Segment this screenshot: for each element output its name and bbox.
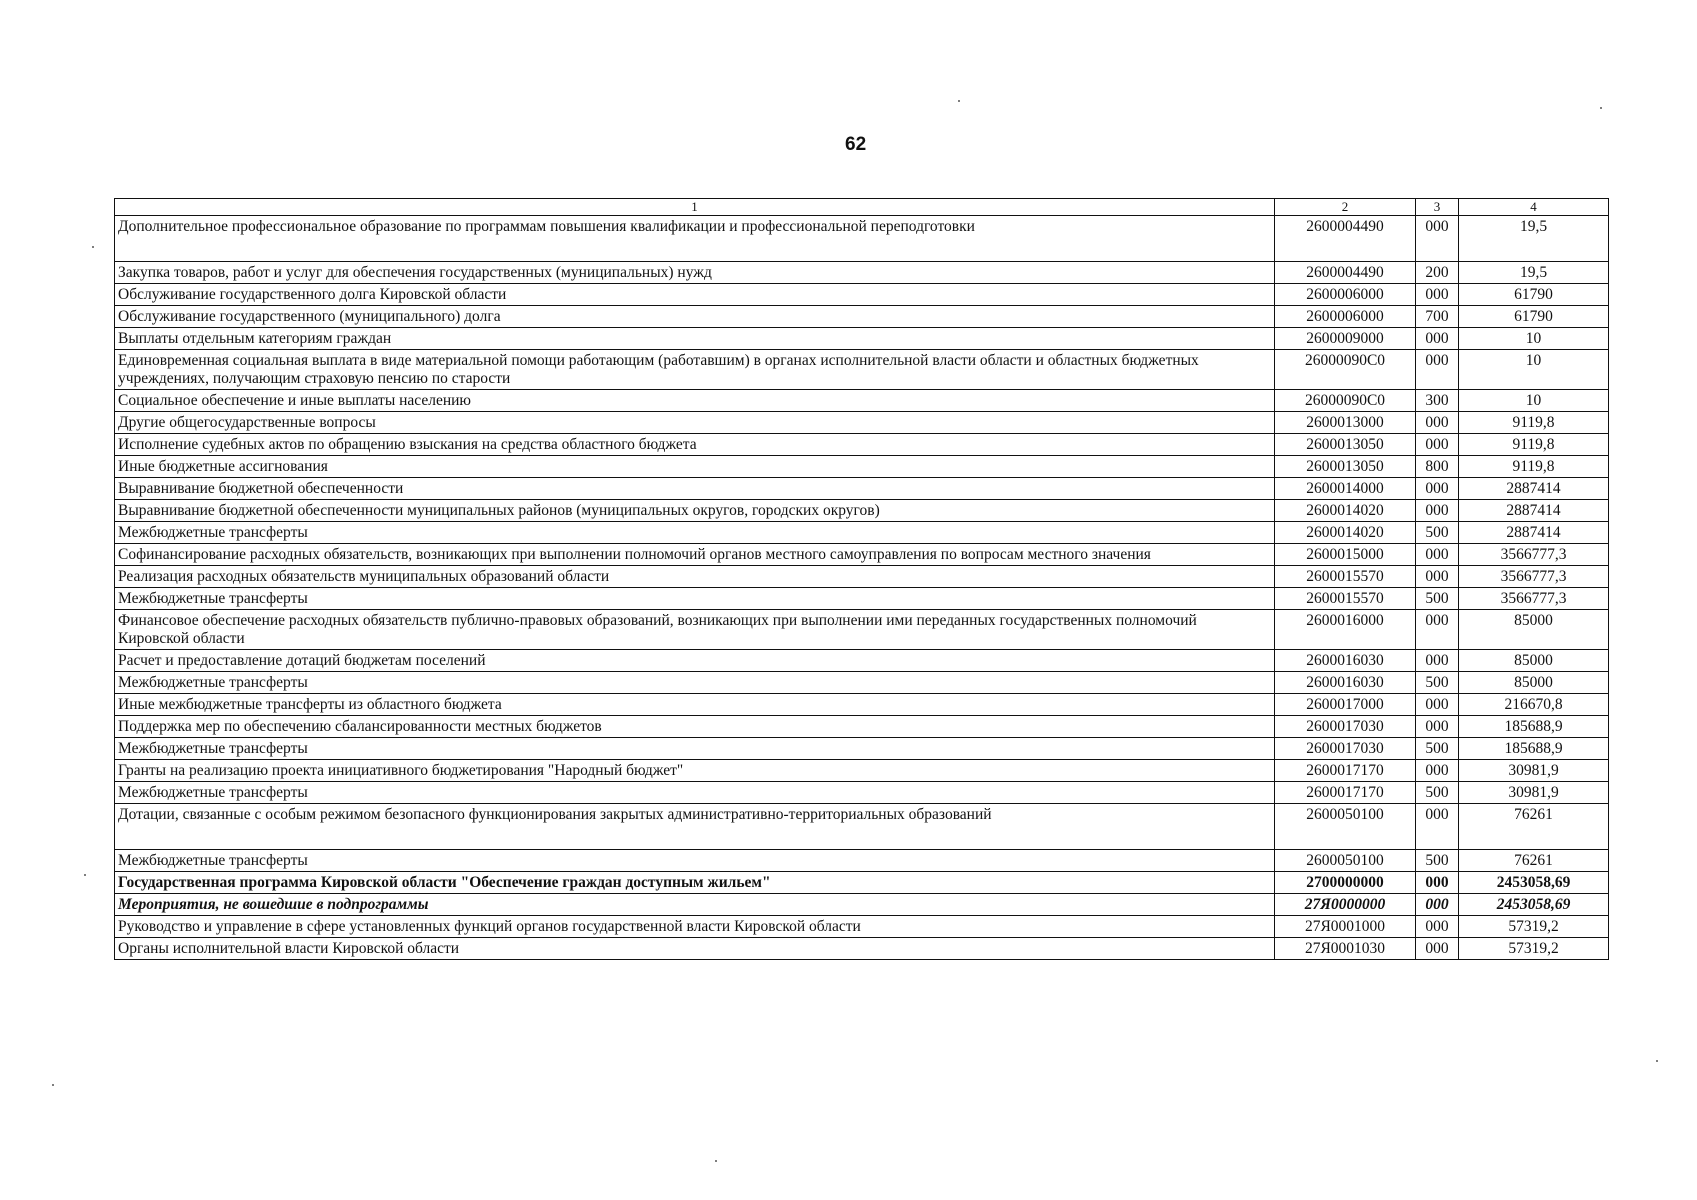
row-sum: 2887414 [1459,522,1609,544]
row-type: 500 [1416,522,1459,544]
table-row [115,694,1609,716]
row-code: 2600014020 [1275,500,1416,522]
header-col-2: 2 [1275,199,1416,216]
row-code: 2600017000 [1275,694,1416,716]
scan-speck [84,874,86,876]
row-sum: 61790 [1459,306,1609,328]
row-type: 500 [1416,672,1459,694]
row-sum: 9119,8 [1459,412,1609,434]
row-name: Расчет и предоставление дотаций бюджетам поселений [115,650,1275,672]
row-code: 26000090С0 [1275,350,1416,390]
row-code: 26000090С0 [1275,390,1416,412]
table-row [115,716,1609,738]
table-row [115,760,1609,782]
row-code: 2600050100 [1275,850,1416,872]
row-sum: 3566777,3 [1459,544,1609,566]
row-name: Софинансирование расходных обязательств, возникающих при выполнении полномочий органов местного самоуправления по вопросам местного значения [115,544,1275,566]
row-name: Обслуживание государственного (муниципального) долга [115,306,1275,328]
row-code: 27Я0000000 [1275,894,1416,916]
row-sum: 10 [1459,328,1609,350]
header-row [115,199,1609,216]
table-row [115,938,1609,960]
row-type: 200 [1416,262,1459,284]
row-type: 000 [1416,412,1459,434]
table-row [115,588,1609,610]
header-col-3: 3 [1416,199,1459,216]
row-code: 2600014000 [1275,478,1416,500]
row-sum: 19,5 [1459,262,1609,284]
row-sum: 76261 [1459,850,1609,872]
row-type: 000 [1416,350,1459,390]
table-row [115,738,1609,760]
table-body [115,216,1609,960]
row-sum: 85000 [1459,672,1609,694]
table-row [115,522,1609,544]
row-type: 500 [1416,782,1459,804]
table-row [115,894,1609,916]
header-col-1: 1 [115,199,1275,216]
row-type: 000 [1416,500,1459,522]
row-name: Межбюджетные трансферты [115,738,1275,760]
row-code: 2600050100 [1275,804,1416,850]
header-col-4: 4 [1459,199,1609,216]
row-type: 000 [1416,284,1459,306]
table-row [115,650,1609,672]
row-type: 000 [1416,328,1459,350]
row-name: Социальное обеспечение и иные выплаты населению [115,390,1275,412]
row-code: 2600013050 [1275,434,1416,456]
table-row [115,478,1609,500]
row-code: 2600009000 [1275,328,1416,350]
row-sum: 57319,2 [1459,916,1609,938]
row-type: 000 [1416,760,1459,782]
row-type: 000 [1416,804,1459,850]
row-name: Мероприятия, не вошедшие в подпрограммы [115,894,1275,916]
page-number: 62 [845,134,867,155]
row-code: 2600014020 [1275,522,1416,544]
row-name: Иные бюджетные ассигнования [115,456,1275,478]
row-sum: 30981,9 [1459,760,1609,782]
row-code: 2600004490 [1275,262,1416,284]
row-type: 500 [1416,850,1459,872]
scan-speck [52,1084,54,1086]
row-type: 500 [1416,738,1459,760]
row-sum: 10 [1459,390,1609,412]
row-name: Руководство и управление в сфере установленных функций органов государственной власти Кировской области [115,916,1275,938]
row-name: Финансовое обеспечение расходных обязательств публично-правовых образований, возникающих при выполнении ими переданных государственных полномочий Кировской области [115,610,1275,650]
row-sum: 185688,9 [1459,716,1609,738]
table-row [115,804,1609,850]
row-name: Обслуживание государственного долга Кировской области [115,284,1275,306]
row-sum: 61790 [1459,284,1609,306]
row-sum: 3566777,3 [1459,588,1609,610]
row-code: 2600006000 [1275,306,1416,328]
table-row [115,672,1609,694]
table-row [115,262,1609,284]
row-code: 2600015570 [1275,588,1416,610]
table-row [115,544,1609,566]
table-row [115,566,1609,588]
row-name: Гранты на реализацию проекта инициативного бюджетирования "Народный бюджет" [115,760,1275,782]
row-code: 2600016030 [1275,650,1416,672]
row-code: 2700000000 [1275,872,1416,894]
row-code: 27Я0001000 [1275,916,1416,938]
row-name: Иные межбюджетные трансферты из областного бюджета [115,694,1275,716]
row-sum: 2887414 [1459,500,1609,522]
row-sum: 2887414 [1459,478,1609,500]
table-row [115,456,1609,478]
row-sum: 2453058,69 [1459,872,1609,894]
table-row [115,216,1609,262]
row-code: 27Я0001030 [1275,938,1416,960]
row-name: Выравнивание бюджетной обеспеченности [115,478,1275,500]
row-name: Закупка товаров, работ и услуг для обеспечения государственных (муниципальных) нужд [115,262,1275,284]
row-type: 000 [1416,938,1459,960]
row-type: 000 [1416,894,1459,916]
row-name: Межбюджетные трансферты [115,850,1275,872]
row-code: 2600004490 [1275,216,1416,262]
row-type: 800 [1416,456,1459,478]
row-code: 2600016030 [1275,672,1416,694]
row-code: 2600017170 [1275,782,1416,804]
row-code: 2600017030 [1275,716,1416,738]
scan-speck [1600,107,1602,109]
row-type: 300 [1416,390,1459,412]
row-name: Исполнение судебных актов по обращению взыскания на средства областного бюджета [115,434,1275,456]
table-row [115,412,1609,434]
row-code: 2600013000 [1275,412,1416,434]
table-row [115,850,1609,872]
table-row [115,390,1609,412]
row-type: 000 [1416,610,1459,650]
row-name: Другие общегосударственные вопросы [115,412,1275,434]
table-row [115,916,1609,938]
row-type: 000 [1416,216,1459,262]
row-sum: 9119,8 [1459,456,1609,478]
row-name: Выравнивание бюджетной обеспеченности муниципальных районов (муниципальных округов, городских округов) [115,500,1275,522]
table-row [115,610,1609,650]
scan-speck [958,100,960,102]
row-name: Межбюджетные трансферты [115,522,1275,544]
row-sum: 76261 [1459,804,1609,850]
row-sum: 9119,8 [1459,434,1609,456]
row-code: 2600015570 [1275,566,1416,588]
row-name: Межбюджетные трансферты [115,782,1275,804]
row-name: Органы исполнительной власти Кировской области [115,938,1275,960]
row-sum: 10 [1459,350,1609,390]
scan-speck [92,246,94,248]
row-sum: 2453058,69 [1459,894,1609,916]
row-code: 2600015000 [1275,544,1416,566]
table-row [115,434,1609,456]
table-row [115,350,1609,390]
row-sum: 216670,8 [1459,694,1609,716]
row-sum: 19,5 [1459,216,1609,262]
row-sum: 3566777,3 [1459,566,1609,588]
row-type: 000 [1416,872,1459,894]
row-type: 000 [1416,434,1459,456]
scan-speck [715,1160,717,1162]
row-type: 700 [1416,306,1459,328]
row-name: Реализация расходных обязательств муниципальных образований области [115,566,1275,588]
row-name: Дополнительное профессиональное образование по программам повышения квалификации и профессиональной переподготовки [115,216,1275,262]
row-code: 2600016000 [1275,610,1416,650]
row-name: Поддержка мер по обеспечению сбалансированности местных бюджетов [115,716,1275,738]
row-name: Межбюджетные трансферты [115,672,1275,694]
row-type: 000 [1416,916,1459,938]
table-row [115,782,1609,804]
row-code: 2600017170 [1275,760,1416,782]
row-sum: 85000 [1459,650,1609,672]
table-row [115,872,1609,894]
scan-speck [1656,1060,1658,1062]
row-type: 000 [1416,650,1459,672]
row-sum: 30981,9 [1459,782,1609,804]
row-sum: 185688,9 [1459,738,1609,760]
row-sum: 85000 [1459,610,1609,650]
row-name: Единовременная социальная выплата в виде материальной помощи работающим (работавшим) в органах исполнительной власти области и областных бюджетных учреждениях, получающим страховую пенсию по старости [115,350,1275,390]
row-name: Дотации, связанные с особым режимом безопасного функционирования закрытых административно-территориальных образований [115,804,1275,850]
row-name: Выплаты отдельным категориям граждан [115,328,1275,350]
row-type: 000 [1416,478,1459,500]
row-code: 2600006000 [1275,284,1416,306]
table-row [115,284,1609,306]
row-name: Межбюджетные трансферты [115,588,1275,610]
row-type: 000 [1416,566,1459,588]
row-sum: 57319,2 [1459,938,1609,960]
row-code: 2600017030 [1275,738,1416,760]
budget-table [114,198,1609,960]
row-type: 000 [1416,544,1459,566]
row-type: 500 [1416,588,1459,610]
table-row [115,306,1609,328]
row-code: 2600013050 [1275,456,1416,478]
table-row [115,500,1609,522]
table-row [115,328,1609,350]
row-name: Государственная программа Кировской области "Обеспечение граждан доступным жильем" [115,872,1275,894]
row-type: 000 [1416,716,1459,738]
row-type: 000 [1416,694,1459,716]
